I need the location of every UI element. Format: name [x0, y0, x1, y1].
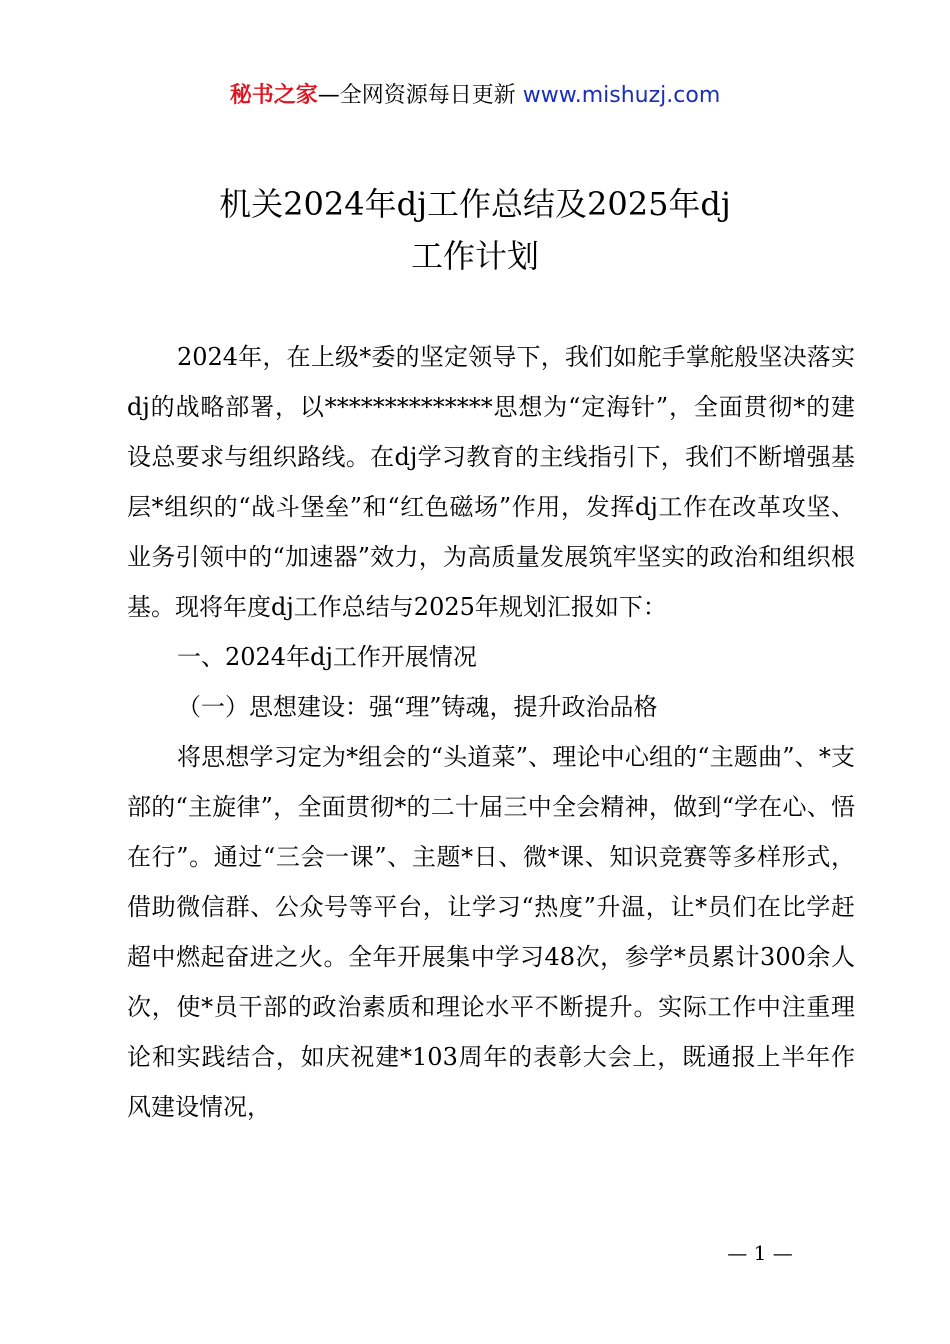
document-title	[0, 178, 950, 282]
site-brand: 秘书之家	[229, 83, 318, 108]
document-body	[127, 332, 855, 1132]
site-header	[0, 80, 950, 112]
section-heading: 一、2024年dj工作开展情况	[177, 643, 477, 671]
site-tagline: —全网资源每日更新	[317, 83, 516, 108]
site-url-link[interactable]: www.mishuzj.com	[515, 83, 721, 108]
page-number: — 1 —	[727, 1241, 793, 1265]
document-title-line-1: 机关2024年dj工作总结及2025年dj	[219, 185, 731, 223]
intro-paragraph: 2024年，在上级*委的坚定领导下，我们如舵手掌舵般坚决落实dj的战略部署，以**************思想为“定海针”，全面贯彻*的建设总要求与组织路线。在dj学习教育的主线指引下，我们不断增强基层*组织的“战斗堡垒”和“红色磁场”作用，发挥dj工作在改革攻坚、业务引领中的“加速器”效力，为高质量发展筑牢坚实的政治和组织根基。现将年度dj工作总结与2025年规划汇报如下：	[127, 343, 855, 621]
document-title-line-2: 工作计划	[410, 237, 539, 275]
body-paragraph: 将思想学习定为*组会的“头道菜”、理论中心组的“主题曲”、*支部的“主旋律”，全面贯彻*的二十届三中全会精神，做到“学在心、悟在行”。通过“三会一课”、主题*日、微*课、知识竞赛等多样形式，借助微信群、公众号等平台，让学习“热度”升温，让*员们在比学赶超中燃起奋进之火。全年开展集中学习48次，参学*员累计300余人次，使*员干部的政治素质和理论水平不断提升。实际工作中注重理论和实践结合，如庆祝建*103周年的表彰大会上，既通报上半年作风建设情况，	[127, 743, 855, 1121]
subsection-heading: （一）思想建设：强“理”铸魂，提升政治品格	[177, 693, 658, 721]
